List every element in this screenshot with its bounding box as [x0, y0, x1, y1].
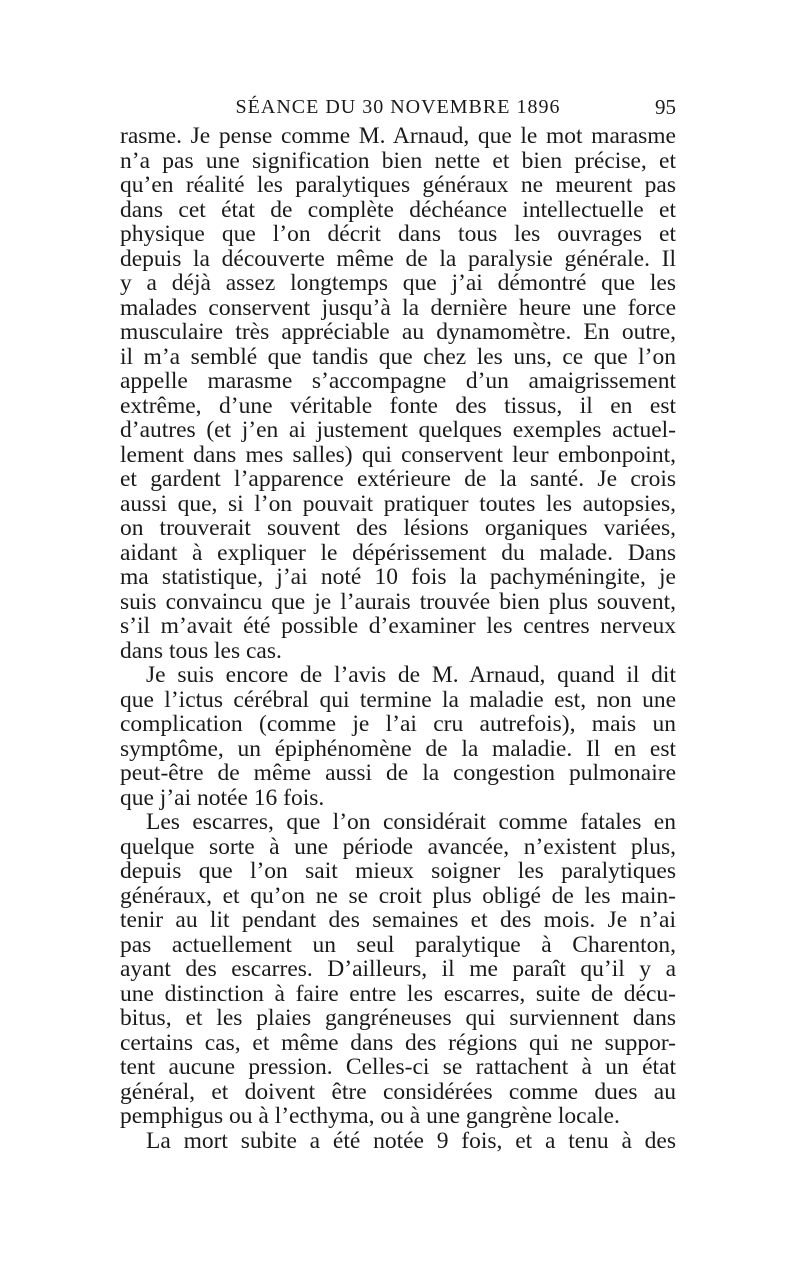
text-line: une distinction à faire entre les escarres, suite de décu-	[120, 980, 676, 1007]
text-line: extrême, d’une véritable fonte des tissus, il en est	[120, 392, 676, 419]
text-line: Je suis encore de l’avis de M. Arnaud, quand il dit	[146, 662, 676, 688]
text-line: tenir au lit pendant des semaines et des mois. Je n’ai	[120, 907, 676, 933]
text-line: on trouverait souvent des lésions organiques variées,	[120, 515, 676, 541]
text-line: aussi que, si l’on pouvait pratiquer toutes les autopsies,	[120, 490, 676, 517]
page-number: 95	[655, 95, 676, 119]
text-line: suis convaincu que je l’aurais trouvée bien plus souvent,	[120, 588, 676, 615]
text-line: que j’ai notée 16 fois.	[120, 784, 325, 811]
text-line: certains cas, et même dans des régions qui ne suppor-	[120, 1029, 676, 1056]
text-line: que l’ictus cérébral qui termine la maladie est, non une	[120, 686, 676, 713]
text-line: quelque sorte à une période avancée, n’existent plus,	[120, 833, 676, 860]
text-line: ayant des escarres. D’ailleurs, il me paraît qu’il y a	[120, 956, 676, 982]
text-line: il m’a semblé que tandis que chez les uns, ce que l’on	[120, 343, 676, 370]
running-title: SÉANCE DU 30 NOVEMBRE 1896	[235, 96, 561, 118]
text-line: généraux, et qu’on ne se croit plus obligé de les main-	[120, 882, 676, 909]
text-line: tent aucune pression. Celles-ci se rattachent à un état	[120, 1054, 676, 1080]
running-head	[120, 92, 676, 122]
text-line: lement dans mes salles) qui conservent leur embonpoint,	[120, 441, 676, 468]
text-line: et gardent l’apparence extérieure de la santé. Je crois	[120, 466, 676, 492]
text-line: depuis la découverte même de la paralysie générale. Il	[120, 245, 676, 272]
text-line: dans tous les cas.	[120, 637, 282, 664]
text-line: s’il m’avait été possible d’examiner les centres nerveux	[120, 613, 676, 639]
text-line: pas actuellement un seul paralytique à Charenton,	[120, 931, 676, 958]
text-line: malades conservent jusqu’à la dernière heure une force	[120, 294, 676, 321]
text-line: depuis que l’on sait mieux soigner les paralytiques	[120, 858, 676, 884]
text-line: appelle marasme s’accompagne d’un amaigrissement	[120, 368, 676, 394]
text-line: pemphigus ou à l’ecthyma, ou à une gangrène locale.	[120, 1103, 620, 1129]
text-line: dans cet état de complète déchéance intellectuelle et	[120, 196, 676, 223]
text-line: aidant à expliquer le dépérissement du malade. Dans	[120, 539, 676, 566]
text-line: musculaire très appréciable au dynamomètre. En outre,	[120, 319, 676, 345]
text-line: Les escarres, que l’on considérait comme fatales en	[146, 809, 676, 835]
text-line: rasme. Je pense comme M. Arnaud, que le mot marasme	[120, 123, 676, 149]
text-line: d’autres (et j’en ai justement quelques exemples actuel-	[120, 417, 676, 443]
body-text	[120, 124, 676, 1153]
text-line: bitus, et les plaies gangréneuses qui surviennent dans	[120, 1005, 676, 1031]
text-line: qu’en réalité les paralytiques généraux ne meurent pas	[120, 172, 676, 198]
text-line: ma statistique, j’ai noté 10 fois la pachyméningite, je	[120, 564, 676, 590]
text-line: général, et doivent être considérées comme dues au	[120, 1078, 676, 1105]
text-line: physique que l’on décrit dans tous les ouvrages et	[120, 221, 676, 247]
text-line: La mort subite a été notée 9 fois, et a tenu à des	[146, 1127, 676, 1154]
text-line: symptôme, un épiphénomène de la maladie. Il en est	[120, 735, 676, 762]
text-line: complication (comme je l’ai cru autrefois), mais un	[120, 711, 676, 737]
text-line: y a déjà assez longtemps que j’ai démontré que les	[120, 270, 676, 296]
text-line: n’a pas une signification bien nette et bien précise, et	[120, 147, 676, 174]
text-line: peut-être de même aussi de la congestion pulmonaire	[120, 760, 676, 786]
